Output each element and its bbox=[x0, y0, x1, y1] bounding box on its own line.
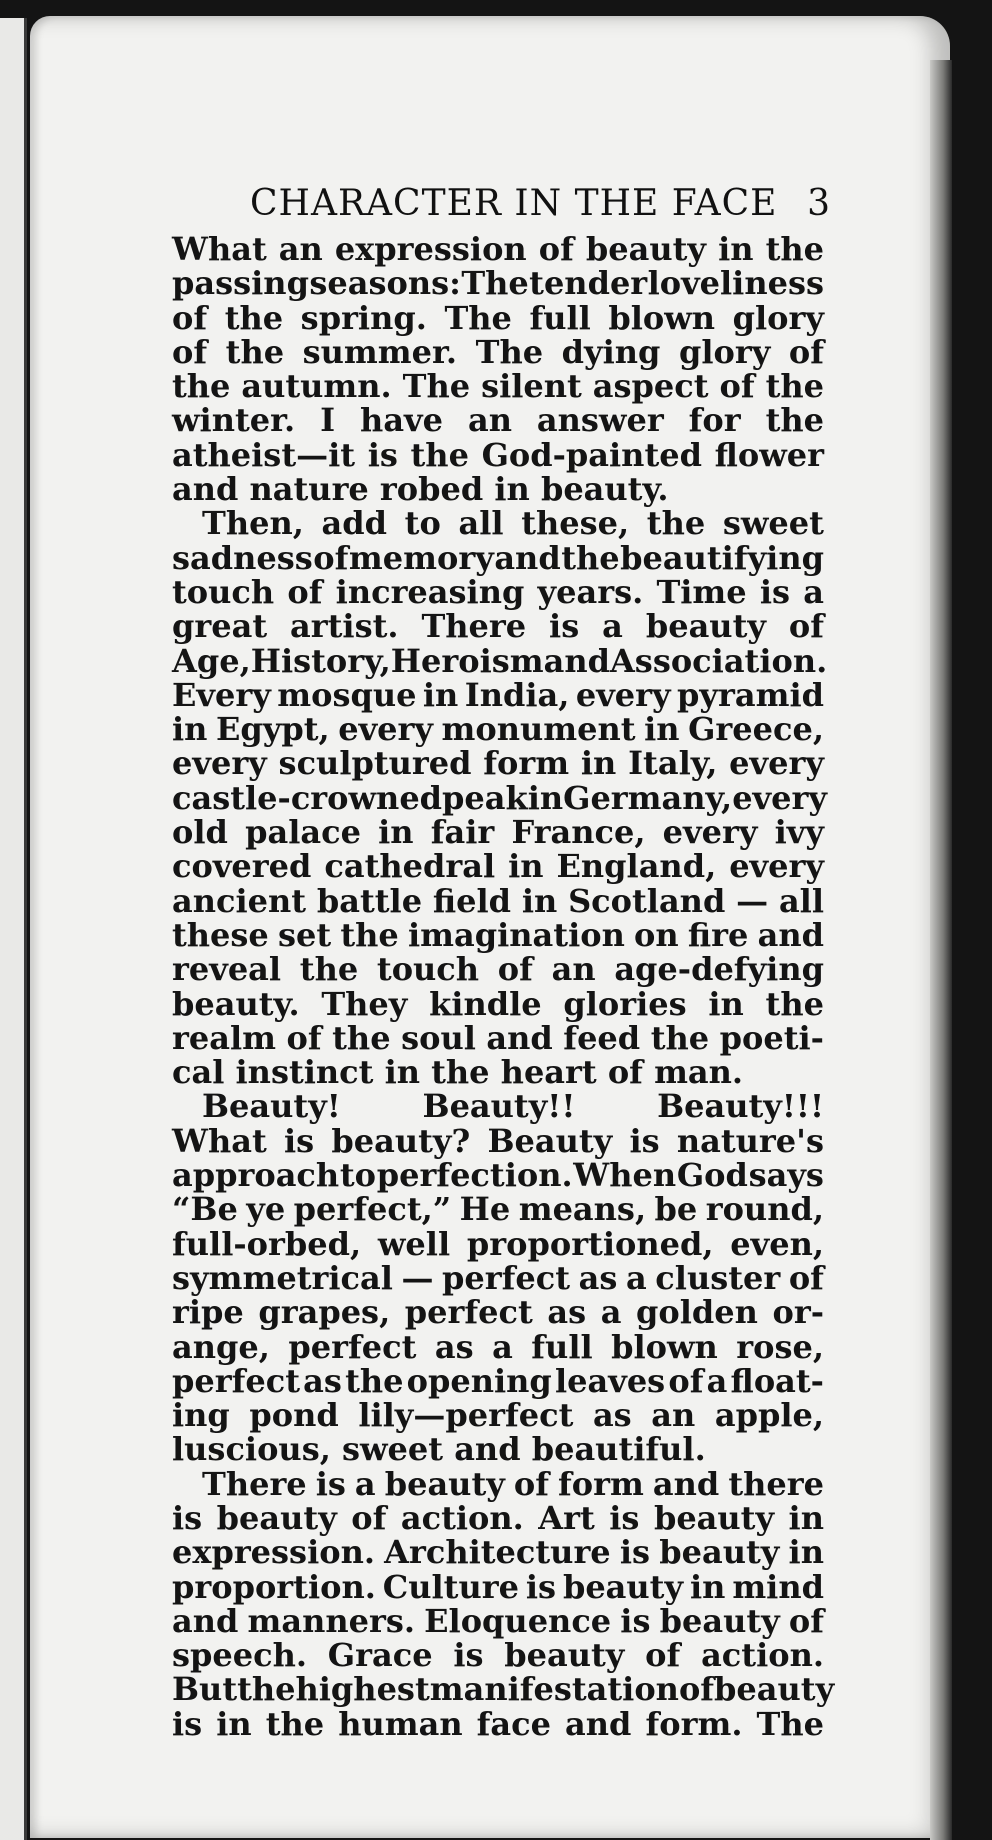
text-line: beauty. They kindle glories in the bbox=[172, 984, 824, 1023]
text-line: and manners. Eloquence is beauty of bbox=[172, 1601, 824, 1640]
text-line: ing pond lily—perfect as an apple, bbox=[172, 1396, 824, 1435]
running-header bbox=[250, 183, 830, 231]
text-line: What is beauty? Beauty is nature's bbox=[172, 1121, 824, 1160]
text-line: speech. Grace is beauty of action. bbox=[172, 1636, 824, 1675]
text-line: “Be ye perfect,” He means, be round, bbox=[172, 1190, 824, 1229]
text-line: What an expression of beauty in the bbox=[172, 230, 824, 268]
text-line: touch of increasing years. Time is a bbox=[172, 572, 824, 611]
text-line: reveal the touch of an age-defying bbox=[172, 950, 824, 989]
body-text bbox=[172, 230, 835, 1743]
text-line: in Egypt, every monument in Greece, bbox=[172, 710, 824, 749]
text-line: perfect as the opening leaves of a float- bbox=[172, 1361, 824, 1400]
text-line: great artist. There is a beauty of bbox=[172, 607, 824, 646]
text-line: is beauty of action. Art is beauty in bbox=[172, 1498, 824, 1537]
text-line: realm of the soul and feed the poeti- bbox=[172, 1018, 824, 1057]
page-number: 3 bbox=[807, 183, 830, 224]
text-line: Every mosque in India, every pyramid bbox=[172, 675, 824, 714]
text-line: Age, History, Heroism and Association. bbox=[172, 641, 828, 680]
text-line: castle-crowned peak in Germany, every bbox=[172, 778, 827, 817]
text-line: But the highest manifestation of beauty bbox=[172, 1670, 835, 1709]
text-line: proportion. Culture is beauty in mind bbox=[172, 1567, 824, 1606]
text-line: symmetrical — perfect as a cluster of bbox=[172, 1258, 824, 1297]
text-line: cal instinct in the heart of man. bbox=[172, 1053, 744, 1092]
previous-page-edge bbox=[0, 18, 27, 1840]
text-line: ange, perfect as a full blown rose, bbox=[172, 1327, 824, 1366]
text-line: every sculptured form in Italy, every bbox=[172, 744, 824, 783]
text-line: luscious, sweet and beautiful. bbox=[172, 1430, 706, 1469]
text-line: ripe grapes, perfect as a golden or- bbox=[172, 1293, 824, 1332]
text-line: expression. Architecture is beauty in bbox=[172, 1533, 824, 1572]
text-line: these set the imagination on fire and bbox=[172, 915, 824, 954]
text-line: the autumn. The silent aspect of the bbox=[172, 367, 824, 406]
text-line: approach to perfection. When God says bbox=[172, 1156, 824, 1195]
text-line: full-orbed, well proportioned, even, bbox=[172, 1224, 824, 1263]
text-line: Beauty! Beauty!! Beauty!!! bbox=[202, 1087, 824, 1126]
text-line: passing seasons: The tender loveliness bbox=[172, 264, 824, 303]
text-line: atheist—it is the God-painted flower bbox=[172, 435, 824, 474]
text-line: sadness of memory and the beautifying bbox=[172, 538, 824, 577]
text-line: ancient battle field in Scotland — all bbox=[172, 881, 824, 920]
page-stack-edge bbox=[930, 60, 952, 1840]
text-line: Then, add to all these, the sweet bbox=[202, 504, 824, 543]
text-line: There is a beauty of form and there bbox=[202, 1464, 824, 1503]
running-title: CHARACTER IN THE FACE bbox=[250, 183, 778, 224]
text-line: and nature robed in beauty. bbox=[172, 470, 669, 509]
text-line: is in the human face and form. The bbox=[172, 1704, 824, 1743]
text-line: covered cathedral in England, every bbox=[172, 847, 824, 886]
text-line: of the summer. The dying glory of bbox=[172, 332, 824, 371]
text-line: of the spring. The full blown glory bbox=[172, 298, 824, 337]
text-line: old palace in fair France, every ivy bbox=[172, 813, 824, 852]
text-line: winter. I have an answer for the bbox=[172, 401, 824, 440]
